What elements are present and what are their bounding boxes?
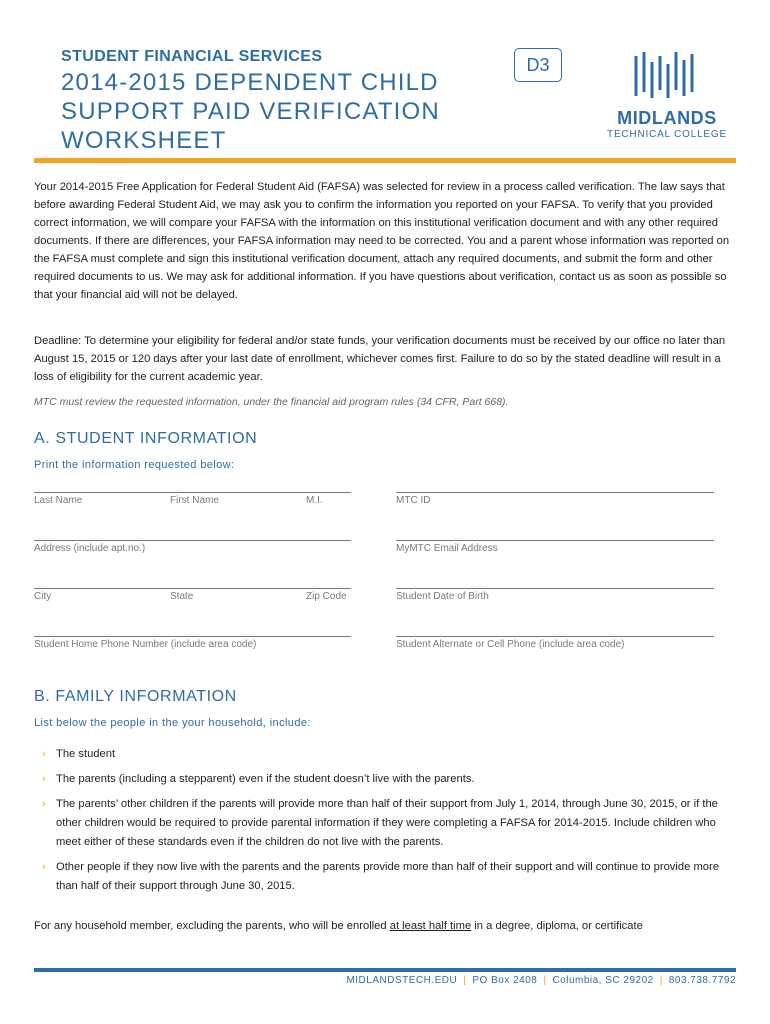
mtc-id-label: MTC ID bbox=[396, 495, 431, 506]
list-item-text: The parents’ other children if the parents will provide more than half of their support from July 1, 2014, through June 30, 2015, or if the other children would be required to provide parental information if they were completing a FAFSA for 2014-2015. Include children who meet either of these standards even if the children do not live with the parents. bbox=[56, 798, 718, 848]
footer-phone: 803.738.7792 bbox=[668, 975, 736, 986]
form-code-badge: D3 bbox=[514, 48, 562, 82]
page-header bbox=[34, 44, 736, 164]
first-name-label: First Name bbox=[170, 495, 219, 506]
list-item-text: Other people if they now live with the parents and the parents provide more than half of their support and will continue to provide more than half of their support through June 30, 2015. bbox=[56, 861, 719, 892]
chevron-right-icon: › bbox=[42, 861, 46, 873]
email-label: MyMTC Email Address bbox=[396, 543, 498, 554]
list-item bbox=[34, 795, 736, 852]
closing-text-emphasis: at least half time bbox=[389, 920, 472, 932]
city-label: City bbox=[34, 591, 52, 602]
closing-paragraph bbox=[34, 917, 736, 935]
intro-paragraph: Your 2014-2015 Free Application for Federal Student Aid (FAFSA) was selected for review in a process called verification. The law says that before awarding Federal Student Aid, we may ask you to confirm the information you reported on your FAFSA. To verify that you provided correct information, we will compare your FAFSA with the information on this institutional verification document and with any other required documents. If there are differences, your FAFSA information may need to be corrected. You and a parent whose information was reported on the FAFSA must complete and sign this institutional verification document, attach any required documents, and submit the form and other required documents to us. We may ask for additional information. If you have questions about verification, contact us as soon as possible so that your financial aid will not be delayed. bbox=[34, 181, 730, 301]
header-divider bbox=[34, 158, 736, 163]
city-state-zip-field[interactable] bbox=[34, 588, 351, 602]
address-label: Address (include apt.no.) bbox=[34, 543, 146, 554]
logo-subtitle: TECHNICAL COLLEGE bbox=[607, 129, 727, 140]
section-a-subtitle: Print the information requested below: bbox=[34, 459, 235, 471]
name-field-line[interactable] bbox=[34, 492, 351, 506]
state-label: State bbox=[170, 591, 194, 602]
section-b-subtitle: List below the people in the your household, include: bbox=[34, 717, 311, 729]
alt-phone-field[interactable] bbox=[396, 636, 714, 650]
regulation-note: MTC must review the requested information, under the financial aid program rules (34 CFR, Part 668). bbox=[34, 396, 509, 408]
section-b-title: B. FAMILY INFORMATION bbox=[34, 688, 237, 705]
home-phone-field[interactable] bbox=[34, 636, 351, 650]
page-footer bbox=[34, 975, 736, 986]
title-line: 2014-2015 DEPENDENT CHILD bbox=[61, 69, 439, 96]
footer-city: Columbia, SC 29202 bbox=[552, 975, 654, 986]
list-item bbox=[34, 745, 736, 764]
page-title bbox=[61, 68, 440, 155]
mtc-id-field[interactable] bbox=[396, 492, 714, 506]
last-name-label: Last Name bbox=[34, 495, 83, 506]
dob-label: Student Date of Birth bbox=[396, 591, 489, 602]
list-item-text: The student bbox=[56, 748, 116, 760]
section-a-title: A. STUDENT INFORMATION bbox=[34, 430, 258, 447]
footer-divider bbox=[34, 968, 736, 972]
chevron-right-icon: › bbox=[42, 798, 46, 810]
footer-website[interactable]: MIDLANDSTECH.EDU bbox=[346, 975, 458, 986]
closing-text-end: in a degree, diploma, or certificate bbox=[471, 920, 643, 932]
closing-text-start: For any household member, excluding the parents, who will be enrolled bbox=[34, 920, 390, 932]
list-item bbox=[34, 858, 736, 896]
department-name: STUDENT FINANCIAL SERVICES bbox=[61, 48, 323, 65]
logo-wordmark: MIDLANDS bbox=[617, 108, 717, 128]
home-phone-label: Student Home Phone Number (include area code) bbox=[34, 639, 257, 650]
address-field[interactable] bbox=[34, 540, 351, 554]
email-field[interactable] bbox=[396, 540, 714, 554]
logo-mark-icon bbox=[632, 50, 702, 102]
zip-label: Zip Code bbox=[306, 591, 347, 602]
list-item-text: The parents (including a stepparent) even if the student doesn’t live with the parents. bbox=[56, 773, 475, 785]
footer-po-box: PO Box 2408 bbox=[472, 975, 538, 986]
dob-field[interactable] bbox=[396, 588, 714, 602]
title-line: WORKSHEET bbox=[61, 127, 227, 154]
footer-separator: | bbox=[463, 975, 467, 986]
alt-phone-label: Student Alternate or Cell Phone (include area code) bbox=[396, 639, 625, 650]
deadline-paragraph: Deadline: To determine your eligibility for federal and/or state funds, your verification documents must be received by our office no later than August 15, 2015 or 120 days after your last date of enrollment, whichever comes first. Failure to do so by the stated deadline will result in a loss of eligibility for the current academic year. bbox=[34, 335, 726, 383]
footer-separator: | bbox=[659, 975, 663, 986]
chevron-right-icon: › bbox=[42, 773, 46, 785]
chevron-right-icon: › bbox=[42, 748, 46, 760]
household-criteria-list bbox=[34, 745, 736, 902]
middle-initial-label: M.I. bbox=[306, 495, 323, 506]
college-logo bbox=[598, 50, 736, 146]
footer-separator: | bbox=[543, 975, 547, 986]
title-line: SUPPORT PAID VERIFICATION bbox=[61, 98, 440, 125]
list-item bbox=[34, 770, 736, 789]
